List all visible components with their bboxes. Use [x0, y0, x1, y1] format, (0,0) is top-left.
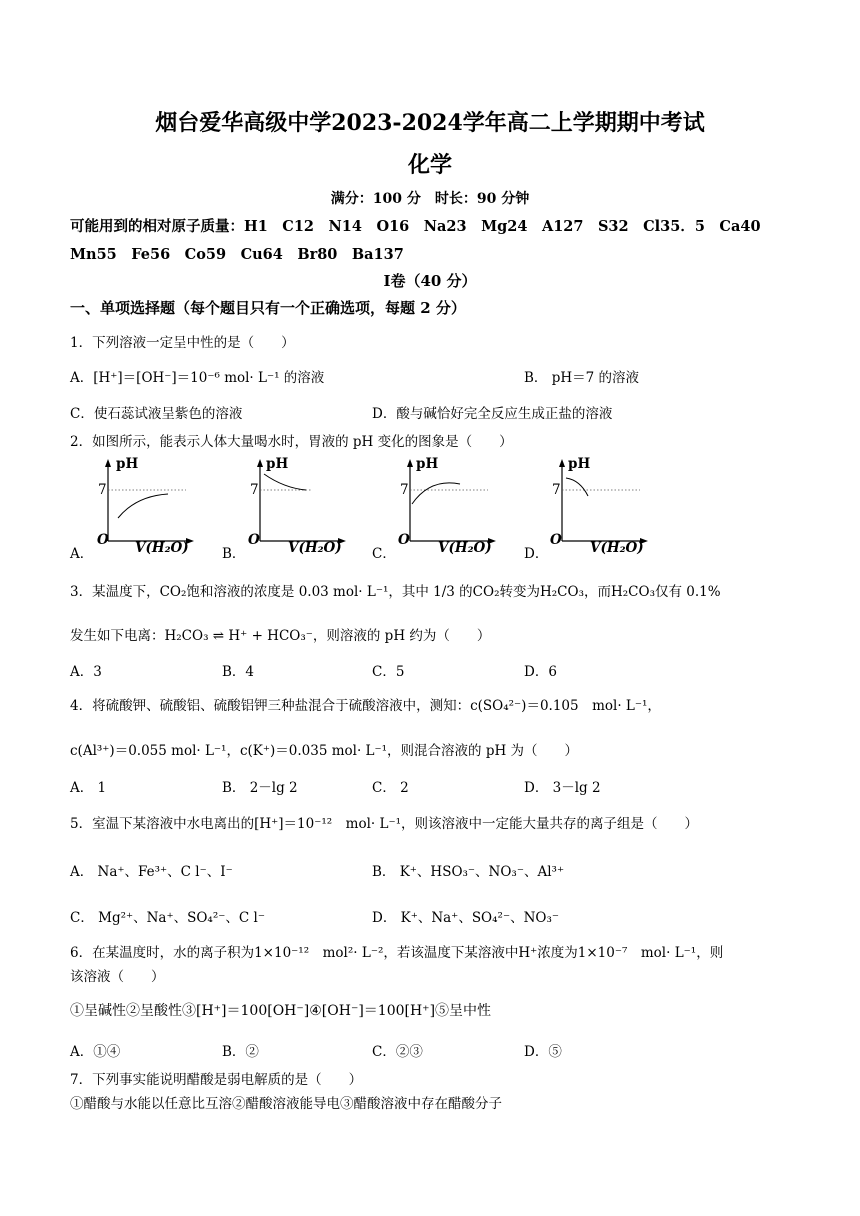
- q2-label-a: A．: [70, 546, 94, 562]
- q4-option-c: C． 2: [372, 780, 409, 796]
- q4-stem-line2: c(Al³⁺)＝0.055 mol· L⁻¹，c(K⁺)＝0.035 mol· L⁻¹，则混合溶液的 pH 为（ ）: [70, 743, 579, 759]
- q2-graph-d-xlabel: V(H₂O): [590, 540, 644, 556]
- q4-option-a: A． 1: [70, 780, 107, 796]
- q3-stem-line2: 发生如下电离：H₂CO₃ ⇌ H⁺ + HCO₃⁻，则溶液的 pH 约为（ ）: [70, 628, 491, 644]
- q5-option-d: D． K⁺、Na⁺、SO₄²⁻、NO₃⁻: [372, 910, 559, 926]
- q6-option-a: A．①④: [70, 1044, 121, 1060]
- q3-stem-line1: 3．某温度下，CO₂饱和溶液的浓度是 0.03 mol· L⁻¹，其中 1/3 的CO₂转变为H₂CO₃，而H₂CO₃仅有 0.1%: [70, 584, 721, 600]
- q7-items: ①醋酸与水能以任意比互溶②醋酸溶液能导电③醋酸溶液中存在醋酸分子: [70, 1096, 502, 1112]
- q6-option-c: C．②③: [372, 1044, 423, 1060]
- exam-meta: 满分：100 分 时长：90 分钟: [330, 191, 530, 207]
- q3-option-d: D．6: [524, 664, 557, 680]
- q2-stem: 2．如图所示，能表示人体大量喝水时，胃液的 pH 变化的图象是（ ）: [70, 434, 513, 450]
- q3-option-a: A．3: [70, 664, 102, 680]
- volume-heading: Ⅰ卷（40 分）: [383, 272, 477, 290]
- q2-graph-a-xlabel: V(H₂O): [135, 540, 189, 556]
- q1-option-c: C．使石蕊试液呈紫色的溶液: [70, 406, 243, 422]
- q5-option-b: B． K⁺、HSO₃⁻、NO₃⁻、Al³⁺: [372, 864, 565, 880]
- q2-graph-b-origin: O: [248, 532, 260, 548]
- q1-option-a: A．[H⁺]＝[OH⁻]＝10⁻⁶ mol· L⁻¹ 的溶液: [70, 370, 325, 386]
- q5-stem: 5．室温下某溶液中水电离出的[H⁺]＝10⁻¹² mol· L⁻¹，则该溶液中一定能大量共存的离子组是（ ）: [70, 816, 698, 832]
- q6-option-b: B．②: [222, 1044, 259, 1060]
- q3-option-b: B．4: [222, 664, 255, 680]
- q6-items: ①呈碱性②呈酸性③[H⁺]＝100[OH⁻]④[OH⁻]＝100[H⁺]⑤呈中性: [70, 1003, 492, 1019]
- q5-option-c: C． Mg²⁺、Na⁺、SO₄²⁻、C l⁻: [70, 910, 265, 926]
- q2-graph-d-ytick: 7: [552, 482, 561, 498]
- q2-graph-d-ylabel: pH: [568, 456, 591, 472]
- subject-title: 化学: [407, 152, 452, 178]
- q2-graph-d-origin: O: [550, 532, 562, 548]
- q2-graph-b-ytick: 7: [250, 482, 259, 498]
- q4-option-b: B． 2－lg 2: [222, 780, 298, 796]
- q2-graph-a-ylabel: pH: [116, 456, 139, 472]
- q5-option-a: A． Na⁺、Fe³⁺、C l⁻、I⁻: [70, 864, 233, 880]
- q1-stem: 1．下列溶液一定呈中性的是（ ）: [70, 335, 295, 351]
- q2-graph-c-ytick: 7: [400, 482, 409, 498]
- q6-stem-line2: 该溶液（ ）: [70, 969, 165, 985]
- section-heading: 一、单项选择题（每个题目只有一个正确选项，每题 2 分）: [70, 299, 466, 317]
- q1-option-d: D．酸与碱恰好完全反应生成正盐的溶液: [372, 406, 613, 422]
- q7-stem: 7．下列事实能说明醋酸是弱电解质的是（ ）: [70, 1072, 363, 1088]
- q4-option-d: D． 3－lg 2: [524, 780, 601, 796]
- q2-graph-a-origin: O: [97, 532, 109, 548]
- q2-label-c: C．: [372, 546, 396, 562]
- q2-graph-b-xlabel: V(H₂O): [288, 540, 342, 556]
- q2-graph-c-origin: O: [398, 532, 410, 548]
- q4-stem-line1: 4．将硫酸钾、硫酸铝、硫酸铝钾三种盐混合于硫酸溶液中，测知：c(SO₄²⁻)＝0.105 mol· L⁻¹，: [70, 698, 661, 714]
- q2-graph-a-ytick: 7: [98, 482, 107, 498]
- q2-label-d: D．: [524, 546, 549, 562]
- q3-option-c: C．5: [372, 664, 405, 680]
- atomic-masses-line1: 可能用到的相对原子质量：H1 C12 N14 O16 Na23 Mg24 A127 S32 Cl35．5 Ca40: [70, 218, 761, 235]
- q2-label-b: B．: [222, 546, 246, 562]
- q2-graph-c-ylabel: pH: [416, 456, 439, 472]
- q2-graph-b-ylabel: pH: [266, 456, 289, 472]
- q1-option-b: B． pH＝7 的溶液: [524, 370, 640, 386]
- q2-graph-c-xlabel: V(H₂O): [438, 540, 492, 556]
- atomic-masses-line2: Mn55 Fe56 Co59 Cu64 Br80 Ba137: [70, 246, 404, 263]
- exam-title: 烟台爱华高级中学2023-2024学年高二上学期期中考试: [155, 110, 705, 136]
- q6-stem-line1: 6．在某温度时，水的离子积为1×10⁻¹² mol²· L⁻²，若该温度下某溶液中H⁺浓度为1×10⁻⁷ mol· L⁻¹，则: [70, 945, 724, 961]
- q6-option-d: D．⑤: [524, 1044, 562, 1060]
